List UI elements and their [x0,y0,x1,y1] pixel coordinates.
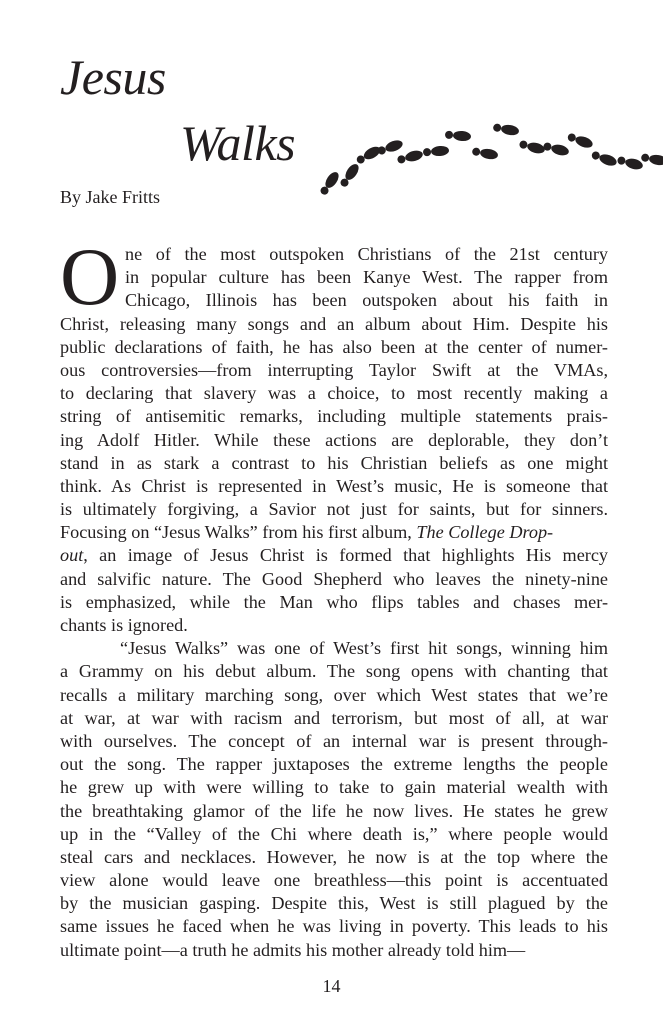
footprint-icon [396,149,424,165]
body-line: chants is ignored. [60,615,188,635]
footprint-icon [338,162,361,189]
footprint-icon [445,130,472,142]
body-line: out the song. The rapper juxtaposes the extreme lengths the people [60,754,608,775]
body-line: at war, at war with racism and terrorism, but most of all, at war [60,707,608,728]
body-line: ing Adolf Hitler. While these actions are deplorable, they don’t [60,429,608,450]
body-line: in popular culture has been Kanye West. The rapper from [125,267,608,288]
body-line: by the musician gasping. Despite this, West is still plagued by the [60,893,608,914]
album-title-continued: out [60,545,84,566]
drop-cap: O [60,231,120,322]
footprint-icon [355,144,383,166]
body-line: ne of the most outspoken Christians of the 21st century [125,244,608,264]
footprint-icon [518,139,546,155]
page-number: 14 [322,976,341,996]
byline: By Jake Fritts [60,187,161,207]
body-line: Christ, releasing many songs and an album about Him. Despite his [60,313,608,334]
body-line: public declarations of faith, he has also been at the center of numer- [60,336,608,357]
footprints-icon [314,120,663,200]
body-line: steal cars and necklaces. However, he now is at the top where the [60,846,608,867]
body-line: is ultimately forgiving, a Savior not just for saints, but for sinners. [60,499,608,520]
body-line: with ourselves. The concept of an internal war is present through- [60,730,608,751]
body-line: up in the “Valley of the Chi where death is,” where people would [60,823,608,844]
body-line: out, an image of Jesus Christ is formed that highlights His mercy [60,545,608,566]
footprint-icon [423,145,450,157]
body-line: to declaring that slavery was a choice, to most recently making a [60,383,608,404]
body-line: a Grammy on his debut album. The song opens with chanting that [60,661,608,682]
footprint-icon [376,138,404,156]
body-line: he grew up with were willing to take to gain material wealth with [60,777,608,798]
footprint-icon [318,170,341,197]
body-line: stand in as stark a contrast to his Christian beliefs as one might [60,452,608,473]
body-line: same issues he faced when he was living in poverty. This leads to his [60,916,608,937]
footprint-icon [542,141,570,157]
footprint-icon [590,149,618,167]
body-line: view alone would leave one breathless—this point is accentuated [60,870,608,891]
body-line: and salvific nature. The Good Shepherd who leaves the ninety-nine [60,568,608,589]
body-line: ultimate point—a truth he admits his mother already told him— [60,939,526,960]
article-body [60,243,608,962]
body-line: think. As Christ is represented in West’s music, He is someone that [60,475,608,496]
article-title-line-2: Walks [180,115,296,171]
footprint-icon [566,131,594,149]
album-title: The College Drop- [416,522,554,543]
footprint-icon [616,155,644,171]
body-line: the breathtaking glamor of the life he now lives. He states he grew [60,800,608,821]
body-line: Chicago, Illinois has been outspoken about his faith in [125,290,608,311]
footprint-icon [492,122,519,136]
footprint-icon [640,152,663,166]
body-line: is emphasized, while the Man who flips tables and chases mer- [60,591,608,612]
body-line: string of antisemitic remarks, including multiple statements prais- [60,406,608,427]
article-title-line-1: Jesus [60,49,166,105]
body-line: recalls a military marching song, over which West states that we’re [60,684,608,705]
body-line: ous controversies—from interrupting Taylor Swift at the VMAs, [60,359,608,380]
footprint-icon [471,146,498,160]
body-line: Focusing on “Jesus Walks” from his first album, The College Drop- [60,522,554,543]
body-line: “Jesus Walks” was one of West’s first hit songs, winning him [120,638,608,659]
